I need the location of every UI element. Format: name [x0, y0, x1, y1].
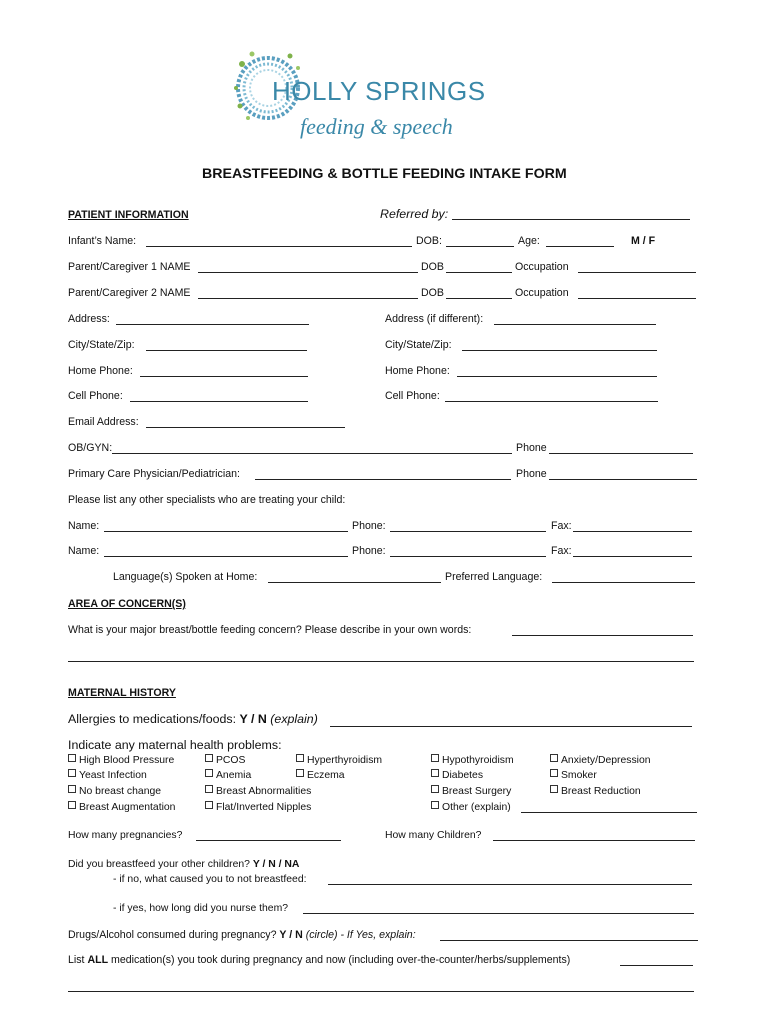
checkbox-breast-surgery[interactable]: [431, 785, 511, 798]
condition-label: Flat/Inverted Nipples: [216, 802, 312, 813]
checkbox-box-icon: [68, 785, 76, 793]
specialist1-name-field[interactable]: [104, 531, 348, 532]
parent2-name-field[interactable]: [198, 298, 418, 299]
home-phone-2-field[interactable]: [457, 376, 657, 377]
checkbox-box-icon: [296, 754, 304, 762]
condition-label: Smoker: [561, 770, 597, 781]
holly-springs-logo: [228, 44, 498, 144]
city-state-zip-field[interactable]: [146, 350, 307, 351]
cell-phone-field[interactable]: [130, 401, 308, 402]
infant-dob-label: DOB:: [416, 235, 442, 247]
checkbox-pcos[interactable]: [205, 754, 245, 767]
checkbox-breast-augmentation[interactable]: [68, 801, 175, 814]
checkbox-high-bp[interactable]: [68, 754, 174, 767]
if-no-label: - if no, what caused you to not breastfeed:: [113, 874, 307, 885]
logo-tagline: feeding & speech: [300, 114, 453, 139]
address-different-field[interactable]: [494, 324, 656, 325]
condition-label: Diabetes: [442, 770, 484, 781]
obgyn-phone-label: Phone: [516, 442, 547, 454]
pcp-phone-field[interactable]: [549, 479, 697, 480]
infant-name-field[interactable]: [146, 246, 412, 247]
infant-dob-field[interactable]: [446, 246, 514, 247]
allergies-explain: (explain): [270, 712, 318, 726]
home-phone-label: Home Phone:: [68, 365, 133, 377]
obgyn-label: OB/GYN:: [68, 442, 113, 454]
specialist2-name-label: Name:: [68, 545, 100, 557]
parent1-name-label: Parent/Caregiver 1 NAME: [68, 261, 191, 273]
parent2-dob-field[interactable]: [446, 298, 512, 299]
if-no-field[interactable]: [328, 884, 692, 885]
condition-label: PCOS: [216, 755, 246, 766]
drugs-question: [68, 929, 416, 942]
languages-label: Language(s) Spoken at Home:: [113, 571, 258, 583]
checkbox-anxiety[interactable]: [550, 754, 651, 767]
checkbox-anemia[interactable]: [205, 769, 251, 782]
condition-label: Breast Reduction: [561, 786, 641, 797]
cell-phone-label: Cell Phone:: [68, 390, 123, 402]
breastfeed-question-text: Did you breastfeed your other children?: [68, 859, 250, 870]
parent1-name-field[interactable]: [198, 272, 418, 273]
parent1-occupation-label: Occupation: [515, 261, 569, 273]
parent2-name-label: Parent/Caregiver 2 NAME: [68, 287, 191, 299]
drugs-field[interactable]: [440, 940, 698, 941]
checkbox-flat-nipples[interactable]: [205, 801, 311, 814]
checkbox-box-icon: [68, 801, 76, 809]
drugs-explain: (circle) - If Yes, explain:: [305, 929, 416, 941]
obgyn-field[interactable]: [112, 453, 512, 454]
checkbox-eczema[interactable]: [296, 769, 345, 782]
health-problems-prompt: Indicate any maternal health problems:: [68, 738, 282, 752]
medications-rest-text: medication(s) you took during pregnancy and now (including over-the-counter/herbs/supplements): [111, 954, 571, 966]
drugs-yn-options[interactable]: Y / N: [279, 929, 303, 941]
section-heading-maternal: MATERNAL HISTORY: [68, 687, 176, 699]
checkbox-breast-abnormalities[interactable]: [205, 785, 311, 798]
condition-label: Other (explain): [442, 802, 511, 813]
email-label: Email Address:: [68, 416, 139, 428]
parent2-occupation-label: Occupation: [515, 287, 569, 299]
address-field[interactable]: [116, 324, 309, 325]
checkbox-box-icon: [205, 754, 213, 762]
if-yes-field[interactable]: [303, 913, 694, 914]
checkbox-box-icon: [431, 801, 439, 809]
allergies-yn-options[interactable]: Y / N: [239, 712, 267, 726]
specialist2-fax-field[interactable]: [573, 556, 692, 557]
medications-question: [68, 954, 570, 967]
city-state-zip-2-label: City/State/Zip:: [385, 339, 452, 351]
checkbox-smoker[interactable]: [550, 769, 597, 782]
medications-field-line-2[interactable]: [68, 991, 694, 992]
medications-list-text: List: [68, 954, 85, 966]
checkbox-box-icon: [205, 801, 213, 809]
home-phone-field[interactable]: [140, 376, 308, 377]
checkbox-box-icon: [431, 785, 439, 793]
condition-label: Eczema: [307, 770, 345, 781]
condition-label: Breast Augmentation: [79, 802, 176, 813]
drugs-question-text: Drugs/Alcohol consumed during pregnancy?: [68, 929, 277, 941]
parent2-occupation-field[interactable]: [578, 298, 696, 299]
allergies-label: [68, 713, 318, 726]
cell-phone-2-label: Cell Phone:: [385, 390, 440, 402]
breastfeed-options[interactable]: Y / N / NA: [252, 859, 300, 870]
infant-age-field[interactable]: [546, 246, 614, 247]
section-heading-concern: AREA OF CONCERN(S): [68, 598, 186, 610]
referred-by-field[interactable]: [452, 219, 690, 220]
obgyn-phone-field[interactable]: [549, 453, 693, 454]
specialist1-phone-label: Phone:: [352, 520, 386, 532]
pcp-field[interactable]: [255, 479, 511, 480]
condition-label: High Blood Pressure: [79, 755, 175, 766]
specialist1-phone-field[interactable]: [390, 531, 546, 532]
checkbox-no-breast-change[interactable]: [68, 785, 161, 798]
specialist2-name-field[interactable]: [104, 556, 348, 557]
children-label: How many Children?: [385, 830, 482, 841]
condition-label: No breast change: [79, 786, 162, 797]
condition-label: Hypothyroidism: [442, 755, 514, 766]
medications-all-text: ALL: [87, 954, 109, 966]
checkbox-box-icon: [431, 769, 439, 777]
condition-label: Breast Surgery: [442, 786, 512, 797]
pregnancies-field[interactable]: [196, 840, 341, 841]
languages-field[interactable]: [268, 582, 441, 583]
checkbox-yeast[interactable]: [68, 769, 147, 782]
logo-name: HOLLY SPRINGS: [272, 76, 486, 106]
children-field[interactable]: [493, 840, 695, 841]
condition-label: Yeast Infection: [79, 770, 147, 781]
pregnancies-label: How many pregnancies?: [68, 830, 183, 841]
infant-name-label: Infant’s Name:: [68, 235, 137, 247]
medications-field[interactable]: [620, 965, 693, 966]
specialist2-phone-label: Phone:: [352, 545, 386, 557]
allergies-field[interactable]: [330, 726, 692, 727]
checkbox-box-icon: [550, 785, 558, 793]
checkbox-diabetes[interactable]: [431, 769, 483, 782]
specialist1-fax-field[interactable]: [573, 531, 692, 532]
cell-phone-2-field[interactable]: [445, 401, 658, 402]
specialist1-fax-label: Fax:: [551, 520, 572, 532]
specialist1-name-label: Name:: [68, 520, 100, 532]
home-phone-2-label: Home Phone:: [385, 365, 450, 377]
parent2-dob-label: DOB: [421, 287, 444, 299]
address-different-label: Address (if different):: [385, 313, 484, 325]
email-field[interactable]: [146, 427, 345, 428]
checkbox-breast-reduction[interactable]: [550, 785, 641, 798]
condition-label: Hyperthyroidism: [307, 755, 383, 766]
checkbox-box-icon: [68, 754, 76, 762]
concern-answer-line-2[interactable]: [68, 661, 694, 662]
allergies-label-text: Allergies to medications/foods:: [68, 712, 237, 726]
referred-by-label: Referred by:: [380, 207, 449, 221]
parent1-occupation-field[interactable]: [578, 272, 696, 273]
concern-question: What is your major breast/bottle feeding concern? Please describe in your own words:: [68, 624, 472, 636]
checkbox-hypothyroidism[interactable]: [431, 754, 514, 767]
pcp-label: Primary Care Physician/Pediatrician:: [68, 468, 240, 480]
parent1-dob-label: DOB: [421, 261, 444, 273]
address-label: Address:: [68, 313, 110, 325]
checkbox-box-icon: [550, 769, 558, 777]
preferred-language-field[interactable]: [552, 582, 695, 583]
infant-age-label: Age:: [518, 235, 540, 247]
checkbox-box-icon: [431, 754, 439, 762]
concern-answer-field[interactable]: [512, 635, 693, 636]
form-title: BREASTFEEDING & BOTTLE FEEDING INTAKE FORM: [202, 166, 567, 182]
checkbox-box-icon: [550, 754, 558, 762]
condition-label: Breast Abnormalities: [216, 786, 312, 797]
checkbox-box-icon: [68, 769, 76, 777]
specialist2-phone-field[interactable]: [390, 556, 546, 557]
condition-label: Anemia: [216, 770, 252, 781]
condition-label: Anxiety/Depression: [561, 755, 651, 766]
specialists-prompt: Please list any other specialists who are treating your child:: [68, 494, 346, 506]
infant-sex-options[interactable]: M / F: [631, 235, 656, 247]
other-explain-field[interactable]: [521, 812, 697, 813]
city-state-zip-2-field[interactable]: [462, 350, 657, 351]
section-heading-patient: PATIENT INFORMATION: [68, 209, 189, 221]
checkbox-hyperthyroidism[interactable]: [296, 754, 382, 767]
city-state-zip-label: City/State/Zip:: [68, 339, 135, 351]
specialist2-fax-label: Fax:: [551, 545, 572, 557]
checkbox-box-icon: [205, 785, 213, 793]
checkbox-box-icon: [205, 769, 213, 777]
pcp-phone-label: Phone: [516, 468, 547, 480]
breastfeed-question: [68, 858, 299, 871]
parent1-dob-field[interactable]: [446, 272, 512, 273]
if-yes-label: - if yes, how long did you nurse them?: [113, 903, 289, 914]
checkbox-other[interactable]: [431, 801, 511, 814]
checkbox-box-icon: [296, 769, 304, 777]
preferred-language-label: Preferred Language:: [445, 571, 543, 583]
